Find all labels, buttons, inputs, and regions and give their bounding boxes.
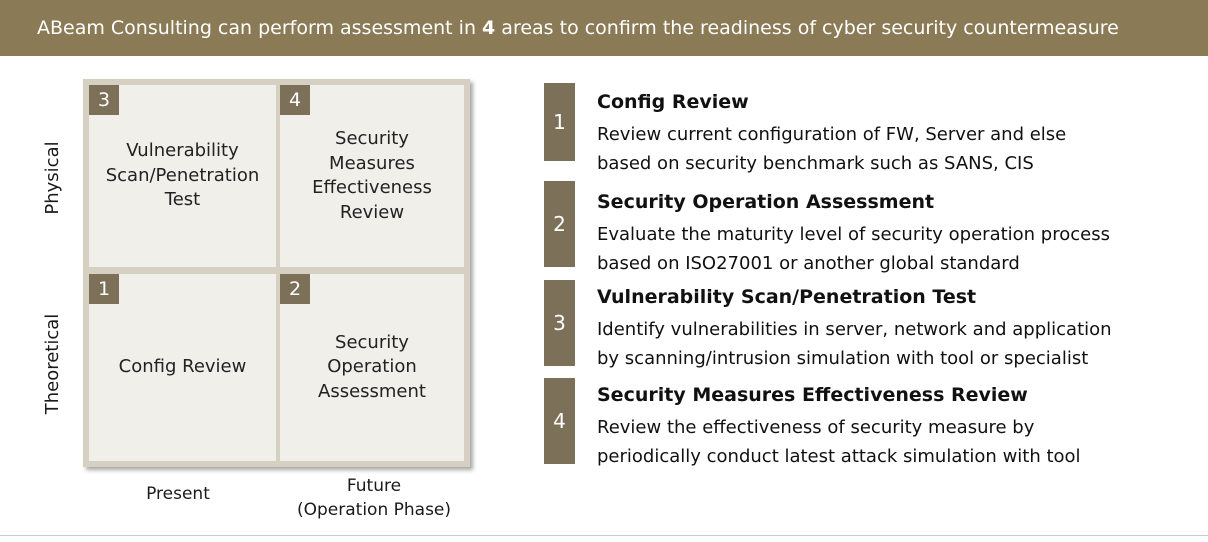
area-description-line: periodically conduct latest attack simulation with tool	[597, 446, 1081, 467]
cell-label-line: Security	[335, 331, 409, 353]
y-axis-label-physical: Physical	[42, 141, 63, 215]
cell-number-badge: 1	[89, 274, 119, 304]
cell-label-line: Security	[335, 128, 409, 149]
area-description-line: Review current configuration of FW, Server and else	[597, 124, 1067, 145]
cell-label-line: Scan/Penetration	[105, 164, 260, 186]
header-banner	[0, 0, 1208, 56]
cell-label-line: Vulnerability	[126, 140, 239, 162]
cell-number-badge: 2	[280, 274, 310, 304]
area-title: Vulnerability Scan/Penetration Test	[597, 286, 977, 308]
cell-label-line: Config Review	[118, 356, 247, 378]
area-number-badge: 4	[544, 378, 575, 464]
banner-text-end: areas to confirm the readiness of cyber security countermeasure	[495, 17, 1119, 39]
cell-label-line: Test	[164, 189, 201, 211]
area-description-line: Review the effectiveness of security measure by	[597, 417, 1035, 438]
cell-label	[280, 85, 464, 267]
cell-label-line: Review	[339, 201, 405, 223]
x-axis-label-line: (Operation Phase)	[296, 500, 452, 520]
cell-number-badge: 4	[280, 85, 310, 115]
area-description	[597, 120, 1066, 178]
area-item-1	[544, 91, 1184, 174]
area-title: Security Measures Effectiveness Review	[597, 384, 1028, 406]
area-number-badge: 3	[544, 280, 575, 366]
matrix-cell-2	[280, 274, 464, 461]
cell-label	[280, 274, 464, 461]
cell-label-line: Assessment	[318, 380, 426, 402]
assessment-matrix	[83, 79, 470, 467]
area-description-line: by scanning/intrusion simulation with tool or specialist	[597, 348, 1089, 369]
area-description-line: based on ISO27001 or another global standard	[597, 253, 1020, 274]
cell-label	[89, 274, 276, 461]
cell-label	[89, 85, 276, 267]
cell-label-line: Operation	[327, 356, 417, 378]
banner-count: 4	[482, 17, 496, 39]
area-item-4	[544, 384, 1184, 467]
x-axis-label-present: Present	[146, 484, 210, 504]
area-description	[597, 220, 1110, 278]
banner-text-start: ABeam Consulting can perform assessment in	[37, 17, 483, 39]
area-description-line: Evaluate the maturity level of security operation process	[597, 224, 1110, 245]
area-title: Config Review	[597, 91, 749, 113]
area-item-2	[544, 191, 1184, 274]
x-axis-label-line: Future	[346, 476, 402, 496]
area-description-line: based on security benchmark such as SANS, CIS	[597, 153, 1034, 174]
x-axis-label-future	[276, 474, 472, 522]
matrix-cell-1	[89, 274, 276, 461]
area-number-badge: 1	[544, 83, 575, 161]
cell-label-line: Effectiveness	[312, 177, 432, 198]
matrix-cell-4	[280, 85, 464, 267]
area-item-3	[544, 286, 1184, 369]
cell-number-badge: 3	[89, 85, 119, 115]
matrix-cell-3	[89, 85, 276, 267]
bottom-divider	[0, 535, 1208, 536]
y-axis-label-theoretical: Theoretical	[42, 313, 63, 415]
area-description	[597, 413, 1081, 471]
area-number-badge: 2	[544, 181, 575, 267]
area-title: Security Operation Assessment	[597, 191, 935, 213]
area-description-line: Identify vulnerabilities in server, network and application	[597, 319, 1112, 340]
cell-label-line: Measures	[329, 152, 415, 174]
area-description	[597, 315, 1112, 373]
